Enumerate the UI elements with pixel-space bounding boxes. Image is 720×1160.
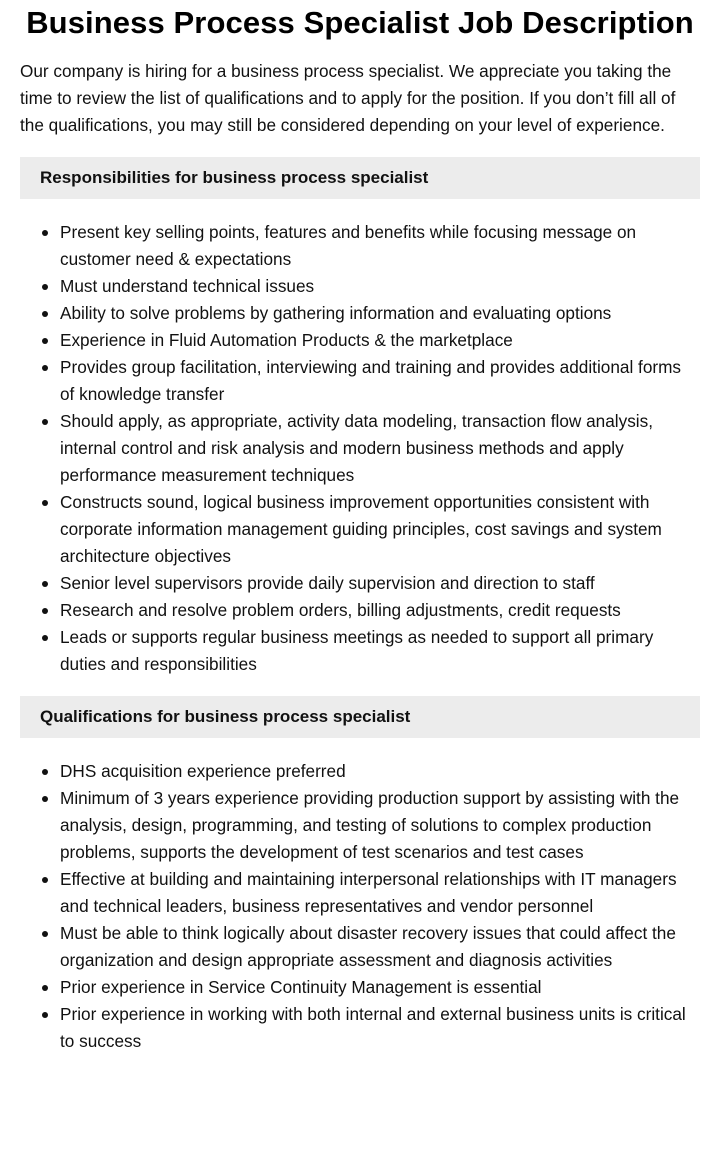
qualifications-list	[20, 758, 700, 1055]
list-item: Effective at building and maintaining interpersonal relationships with IT managers and technical leaders, business representatives and vendor personnel	[60, 866, 700, 920]
list-item: Must be able to think logically about disaster recovery issues that could affect the organization and design appropriate assessment and diagnosis activities	[60, 920, 700, 974]
list-item: Must understand technical issues	[60, 273, 700, 300]
list-item: Should apply, as appropriate, activity data modeling, transaction flow analysis, internal control and risk analysis and modern business methods and apply performance measurement techniques	[60, 408, 700, 489]
list-item: Experience in Fluid Automation Products & the marketplace	[60, 327, 700, 354]
list-item: Prior experience in Service Continuity Management is essential	[60, 974, 700, 1001]
responsibilities-list	[20, 219, 700, 678]
page-title: Business Process Specialist Job Description	[26, 5, 694, 40]
list-item: Research and resolve problem orders, billing adjustments, credit requests	[60, 597, 700, 624]
list-item: Constructs sound, logical business improvement opportunities consistent with corporate information management guiding principles, cost savings and system architecture objectives	[60, 489, 700, 570]
list-item: Leads or supports regular business meetings as needed to support all primary duties and responsibilities	[60, 624, 700, 678]
intro-paragraph: Our company is hiring for a business process specialist. We appreciate you taking the time to review the list of qualifications and to apply for the position. If you don’t fill all of the qualifications, you may still be considered depending on your level of experience.	[20, 61, 676, 135]
responsibilities-heading: Responsibilities for business process specialist	[20, 157, 700, 199]
list-item: Senior level supervisors provide daily supervision and direction to staff	[60, 570, 700, 597]
list-item: Prior experience in working with both internal and external business units is critical to success	[60, 1001, 700, 1055]
list-item: Provides group facilitation, interviewing and training and provides additional forms of knowledge transfer	[60, 354, 700, 408]
list-item: DHS acquisition experience preferred	[60, 758, 700, 785]
list-item: Ability to solve problems by gathering information and evaluating options	[60, 300, 700, 327]
list-item: Minimum of 3 years experience providing production support by assisting with the analysis, design, programming, and testing of solutions to complex production problems, supports the development of test scenarios and test cases	[60, 785, 700, 866]
qualifications-heading: Qualifications for business process specialist	[20, 696, 700, 738]
list-item: Present key selling points, features and benefits while focusing message on customer need & expectations	[60, 219, 700, 273]
